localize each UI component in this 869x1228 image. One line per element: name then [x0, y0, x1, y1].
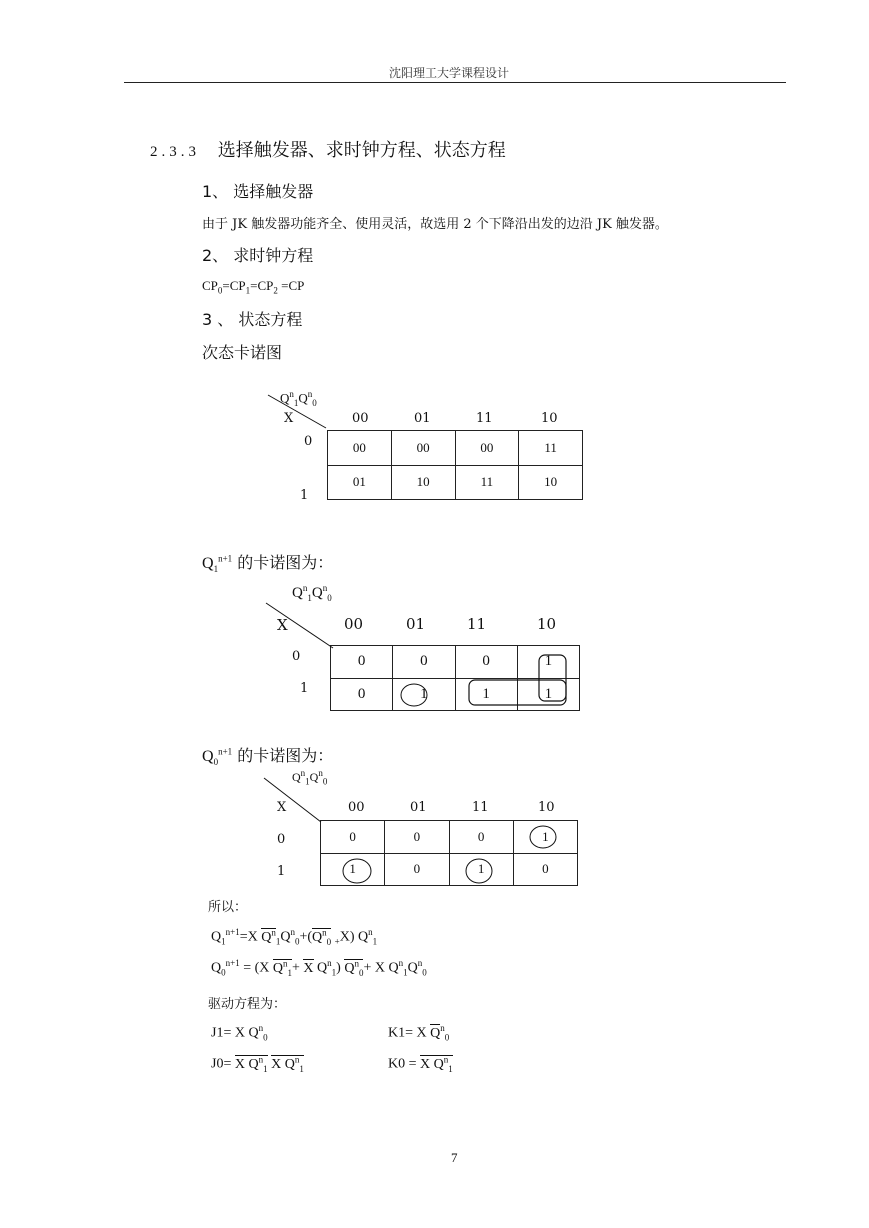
kmap2-col-var: $Q^n_1Q^n_0$: [292, 583, 332, 603]
kmap2-cell: 1: [393, 678, 455, 711]
kmap3-cell: 0: [513, 853, 577, 886]
kmap3-caption-text: 的卡诺图为：: [237, 746, 334, 765]
kmap2-col-11: 11: [467, 615, 487, 633]
kmap2-cell: 1: [517, 678, 579, 711]
kmap2-cell: 0: [331, 646, 393, 679]
sub-heading-3: 3 、 状态方程: [202, 310, 303, 329]
kmap1-col-01: 01: [414, 411, 431, 426]
kmap2-cell: 0: [393, 646, 455, 679]
kmap3-cell: 0: [385, 821, 449, 854]
kmap2-cell: 0: [455, 646, 517, 679]
kmap3-row-var: X: [277, 800, 287, 815]
q1-state-equation: $Q_1^{n+1}=X$ $Q^n_1Q^n_0+(Q^n_0$ $_+$X) $Q^n_1$: [211, 927, 378, 947]
kmap3-diagonal: [264, 778, 321, 822]
kmap1-row-0: 0: [304, 434, 313, 449]
kmap1-row-1: 1: [300, 488, 309, 503]
kmap2-cell: 0: [331, 678, 393, 711]
kmap3-col-01: 01: [410, 800, 427, 815]
kmap1-col-var: $Q^n_1Q^n_0$: [280, 389, 317, 408]
kmap3-row-0: 0: [277, 832, 286, 847]
kmap3-group-circle: [466, 859, 492, 883]
therefore-label: 所以：: [208, 900, 248, 915]
k1-equation: K1= X $Q^n_0$: [388, 1023, 450, 1043]
kmap1-cell: 11: [519, 431, 583, 466]
q0-state-equation: $Q_0^{n+1} = (X$ $Q^n_1+ X$ $Q^n_1$) $Q^n_0+ X$ $Q^n_1Q^n_0$: [211, 958, 427, 978]
kmap3-col-11: 11: [472, 800, 489, 815]
kmap3-caption: $Q_0^{n+1}$ 的卡诺图为：: [202, 746, 334, 768]
clock-equation: $CP_0=CP_1=CP_2 =CP$: [202, 278, 305, 296]
kmap3-row-1: 1: [277, 864, 286, 879]
kmap1-col-11: 11: [476, 411, 493, 426]
kmap2-cell: 1: [455, 678, 517, 711]
k0-equation: K0 = X $Q^n_1$: [388, 1054, 453, 1074]
kmap3-col-10: 10: [538, 800, 555, 815]
section-title: 选择触发器、求时钟方程、状态方程: [217, 140, 506, 161]
kmap3-group-circle: [343, 859, 371, 883]
kmap-caption: 次态卡诺图: [202, 343, 283, 362]
kmap3-cell: 1: [513, 821, 577, 854]
sub-heading-1: 1、 选择触发器: [202, 182, 314, 201]
drive-label: 驱动方程为：: [208, 997, 287, 1012]
kmap3-cell: 0: [321, 821, 385, 854]
kmap2-group-col: [539, 655, 566, 701]
sub-heading-2: 2、 求时钟方程: [202, 246, 314, 265]
j1-equation: J1= X $Q^n_0$: [211, 1023, 268, 1043]
kmap3-cell: 1: [321, 853, 385, 886]
kmap2-row-1: 1: [300, 681, 309, 696]
kmap1-cell: 10: [391, 465, 455, 500]
kmap3-cell: 0: [385, 853, 449, 886]
kmap2-caption: $Q_1^{n+1}$ 的卡诺图为：: [202, 553, 334, 575]
sub1-text: 由于 JK 触发器功能齐全、使用灵活，故选用 2 个下降沿出发的边沿 JK 触发器。: [202, 217, 668, 232]
kmap2-col-10: 10: [537, 615, 557, 633]
kmap1-cell: 10: [519, 465, 583, 500]
section-number: 2.3.3: [150, 144, 200, 160]
kmap1-cell: 00: [328, 431, 392, 466]
kmap2-caption-text: 的卡诺图为：: [237, 553, 334, 572]
kmap3-cell: 1: [449, 853, 513, 886]
kmap2-row-0: 0: [292, 649, 301, 664]
kmap1-cell: 00: [391, 431, 455, 466]
kmap1-cell: 00: [455, 431, 519, 466]
kmap1-diagonal: [268, 395, 326, 428]
kmap1-col-00: 00: [352, 411, 369, 426]
kmap2-row-var: X: [277, 616, 288, 634]
kmap2-col-01: 01: [406, 615, 426, 633]
kmap3-col-00: 00: [348, 800, 365, 815]
kmap2-group-circle: [401, 684, 427, 706]
kmap1-cell: 11: [455, 465, 519, 500]
kmap2-diagonal: [266, 603, 333, 648]
kmap1-row-var: X: [284, 411, 294, 426]
page-number: 7: [451, 1150, 458, 1165]
j0-equation: J0= X $Q^n_1$ X $Q^n_1$: [211, 1054, 304, 1074]
kmap2-cell: 1: [517, 646, 579, 679]
kmap3-col-var: $Q^n_1Q^n_0$: [292, 768, 328, 787]
kmap3-group-circle: [530, 826, 556, 848]
kmap3-cell: 0: [449, 821, 513, 854]
kmap1-cell: 01: [328, 465, 392, 500]
page-header: 沈阳理工大学课程设计: [389, 66, 510, 80]
kmap1-col-10: 10: [541, 411, 558, 426]
kmap2-col-00: 00: [344, 615, 364, 633]
